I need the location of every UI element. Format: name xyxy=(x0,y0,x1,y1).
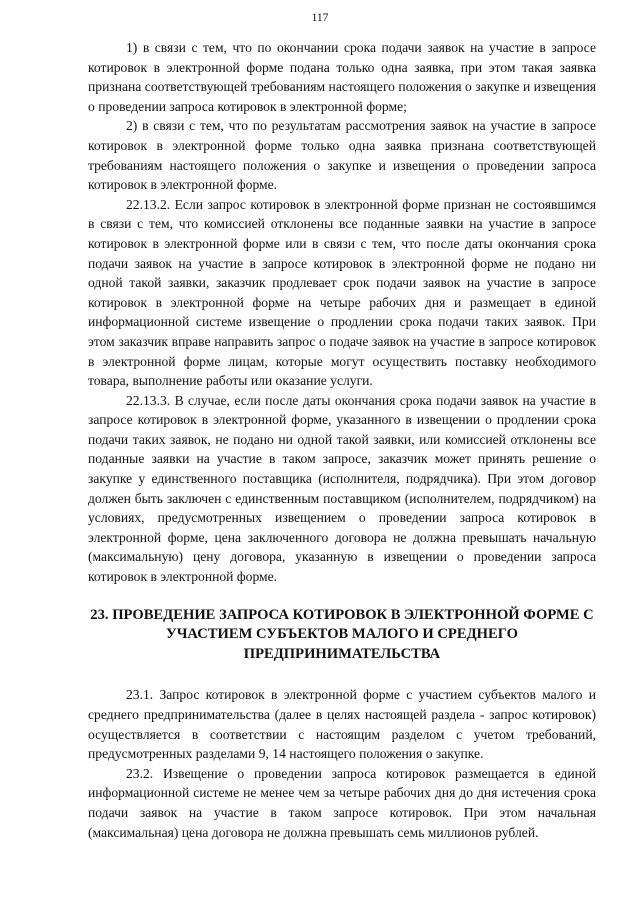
paragraph-clause-1: 1) в связи с тем, что по окончании срока подачи заявок на участие в запросе котировок в электронной форме подана только одна заявка, при этом такая заявка признана соответствующей требованиям настоящего положения о закупке и извещения о проведении запроса котировок в электронной форме; xyxy=(88,40,596,114)
paragraph-22-13-3: 22.13.3. В случае, если после даты окончания срока подачи заявок на участие в запросе котировок в электронной форме, указанного в извещении о продлении срока подачи таких заявок, не подано ни одной такой заявки, или комиссией отклонены все поданные заявки на участие в таком запросе, заказчик может принять решение о закупке у единственного поставщика (исполнителя, подрядчика). При этом договор должен быть заключен с единственным поставщиком (исполнителем, подрядчиком) на условиях, предусмотренных извещением о проведении запроса котировок в электронной форме, цена заключенного договора не должна превышать начальную (максимальную) цену договора, указанную в извещении о проведении запроса котировок в электронной форме. xyxy=(88,392,596,585)
paragraph-22-13-2: 22.13.2. Если запрос котировок в электронной форме признан не состоявшимся в связи с тем, что комиссией отклонены все поданные заявки на участие в запросе котировок в электронной форме или в связи с тем, что после даты окончания срока подачи заявок на участие в запросе котировок в электронной форме не подано ни одной такой заявки, заказчик продлевает срок подачи заявок на участие в запросе котировок в электронной форме на четыре рабочих дня и размещает в единой информационной системе извещение о продлении срока подачи таких заявок. При этом заказчик вправе направить запрос о подаче заявок на участие в запросе котировок в электронной форме лицам, которые могут осуществить поставку необходимого товара, выполнение работы или оказание услуги. xyxy=(88,196,596,389)
page-number: 117 xyxy=(311,12,329,24)
document-body xyxy=(88,38,596,842)
paragraph-23-1: 23.1. Запрос котировок в электронной форме с участием субъектов малого и среднего предпринимательства (далее в целях настоящей раздела - запрос котировок) осуществляется в соответствии с настоящим разделом с учетом требований, предусмотренных разделами 9, 14 настоящего положения о закупке. xyxy=(88,687,596,762)
paragraph-clause-2: 2) в связи с тем, что по результатам рассмотрения заявок на участие в запросе котировок в электронной форме только одна заявка признана соответствующей требованиям настоящего положения о закупке и извещения о проведении запроса котировок в электронной форме. xyxy=(88,118,596,193)
section-heading: 23. ПРОВЕДЕНИЕ ЗАПРОСА КОТИРОВОК В ЭЛЕКТРОННОЙ ФОРМЕ С УЧАСТИЕМ СУБЪЕКТОВ МАЛОГО И СРЕДНЕГО ПРЕДПРИНИМАТЕЛЬСТВА xyxy=(90,606,594,662)
paragraph-23-2: 23.2. Извещение о проведении запроса котировок размещается в единой информационной системе не менее чем за четыре рабочих дня до дня истечения срока подачи заявок на участие в таком запросе котировок. При этом начальная (максимальная) цена договора не должна превышать семь миллионов рублей. xyxy=(88,765,596,840)
